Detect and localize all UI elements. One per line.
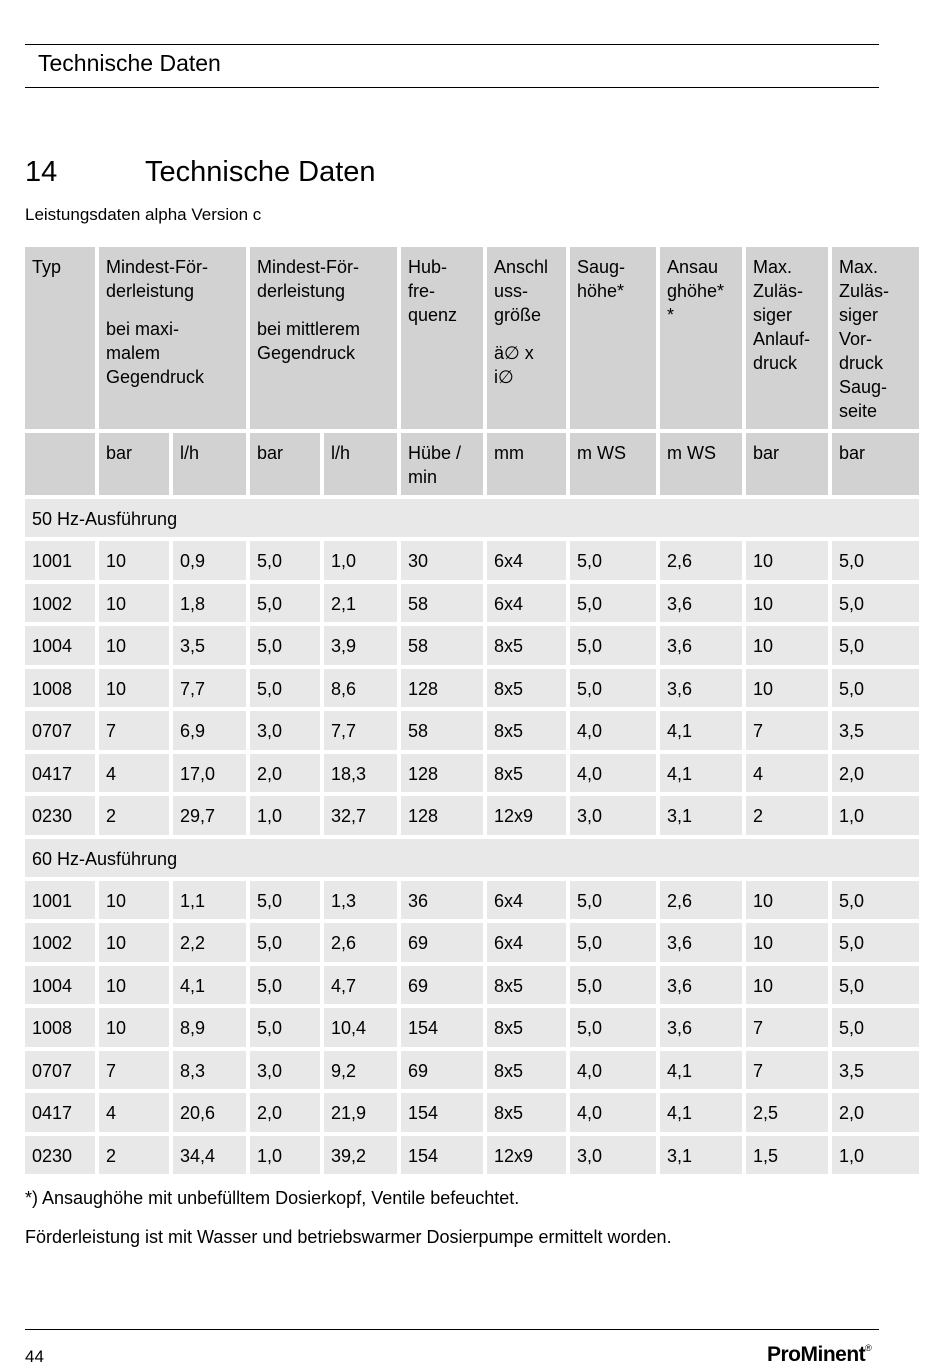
unit-cell: mm bbox=[487, 433, 566, 495]
table-row bbox=[25, 1051, 919, 1090]
table-row bbox=[25, 626, 919, 665]
table-cell: 4 bbox=[99, 754, 169, 793]
table-cell: 5,0 bbox=[250, 541, 320, 580]
table-cell: 8x5 bbox=[487, 966, 566, 1005]
table-cell: 6x4 bbox=[487, 584, 566, 623]
table-cell: 4,1 bbox=[660, 754, 742, 793]
table-cell: 2,1 bbox=[324, 584, 397, 623]
table-cell: 5,0 bbox=[570, 966, 656, 1005]
unit-cell: l/h bbox=[324, 433, 397, 495]
unit-cell bbox=[25, 433, 95, 495]
table-cell: 154 bbox=[401, 1136, 483, 1175]
table-cell: 3,0 bbox=[250, 1051, 320, 1090]
table-cell: 10 bbox=[746, 966, 828, 1005]
col-header-typ: Typ bbox=[25, 247, 95, 429]
table-cell: 4,1 bbox=[660, 1093, 742, 1132]
table-cell: 10 bbox=[746, 626, 828, 665]
table-row bbox=[25, 584, 919, 623]
table-cell: 6,9 bbox=[173, 711, 246, 750]
table-cell: 10 bbox=[99, 881, 169, 920]
table-cell: 5,0 bbox=[832, 1008, 919, 1047]
table-cell: 4,0 bbox=[570, 754, 656, 793]
table-cell: 1001 bbox=[25, 541, 95, 580]
unit-cell: l/h bbox=[173, 433, 246, 495]
table-cell: 2,0 bbox=[250, 1093, 320, 1132]
table-cell: 8x5 bbox=[487, 1051, 566, 1090]
table-cell: 5,0 bbox=[250, 966, 320, 1005]
table-cell: 5,0 bbox=[250, 881, 320, 920]
table-cell: 69 bbox=[401, 966, 483, 1005]
unit-cell: m WS bbox=[570, 433, 656, 495]
table-cell: 5,0 bbox=[832, 541, 919, 580]
unit-cell: bar bbox=[746, 433, 828, 495]
table-cell: 1008 bbox=[25, 1008, 95, 1047]
table-caption: Leistungsdaten alpha Version c bbox=[25, 205, 262, 224]
col-header-hubfrequenz: Hub-fre-quenz bbox=[401, 247, 483, 429]
table-cell: 10 bbox=[746, 669, 828, 708]
table-cell: 128 bbox=[401, 796, 483, 835]
table-cell: 7,7 bbox=[173, 669, 246, 708]
table-cell: 3,6 bbox=[660, 584, 742, 623]
table-cell: 10 bbox=[99, 966, 169, 1005]
section-50hz bbox=[25, 499, 919, 835]
table-cell: 21,9 bbox=[324, 1093, 397, 1132]
table-cell: 3,0 bbox=[570, 796, 656, 835]
table-cell: 3,5 bbox=[173, 626, 246, 665]
table-cell: 18,3 bbox=[324, 754, 397, 793]
table-cell: 2 bbox=[99, 1136, 169, 1175]
table-cell: 5,0 bbox=[832, 881, 919, 920]
table-row bbox=[25, 1008, 919, 1047]
table-cell: 4,7 bbox=[324, 966, 397, 1005]
table-cell: 10 bbox=[99, 1008, 169, 1047]
table-cell: 10 bbox=[99, 584, 169, 623]
table-cell: 1,5 bbox=[746, 1136, 828, 1175]
table-cell: 128 bbox=[401, 754, 483, 793]
table-cell: 3,6 bbox=[660, 1008, 742, 1047]
table-cell: 3,1 bbox=[660, 796, 742, 835]
table-cell: 154 bbox=[401, 1093, 483, 1132]
table-cell: 7 bbox=[746, 711, 828, 750]
table-cell: 10 bbox=[99, 923, 169, 962]
table-cell: 5,0 bbox=[570, 1008, 656, 1047]
table-cell: 5,0 bbox=[832, 923, 919, 962]
table-cell: 6x4 bbox=[487, 541, 566, 580]
table-cell: 5,0 bbox=[570, 923, 656, 962]
table-cell: 7 bbox=[99, 711, 169, 750]
table-row bbox=[25, 711, 919, 750]
table-cell: 5,0 bbox=[570, 881, 656, 920]
table-cell: 2,6 bbox=[660, 881, 742, 920]
table-cell: 8x5 bbox=[487, 1093, 566, 1132]
table-cell: 3,6 bbox=[660, 669, 742, 708]
table-cell: 10 bbox=[746, 881, 828, 920]
table-cell: 8x5 bbox=[487, 711, 566, 750]
col-header-saughoehe: Saug-höhe* bbox=[570, 247, 656, 429]
table-cell: 5,0 bbox=[250, 626, 320, 665]
table-cell: 1,3 bbox=[324, 881, 397, 920]
table-cell: 3,6 bbox=[660, 626, 742, 665]
section-header-row bbox=[25, 499, 919, 537]
table-cell: 128 bbox=[401, 669, 483, 708]
table-cell: 0417 bbox=[25, 754, 95, 793]
table-cell: 10,4 bbox=[324, 1008, 397, 1047]
table-cell: 1001 bbox=[25, 881, 95, 920]
col-header-ansaughoehe: Ansau ghöhe* * bbox=[660, 247, 742, 429]
page-number: 44 bbox=[25, 1347, 44, 1366]
table-row bbox=[25, 796, 919, 835]
table-cell: 29,7 bbox=[173, 796, 246, 835]
table-cell: 2,6 bbox=[660, 541, 742, 580]
table-cell: 10 bbox=[99, 626, 169, 665]
table-cell: 3,5 bbox=[832, 1051, 919, 1090]
table-cell: 0417 bbox=[25, 1093, 95, 1132]
footnote-foerderleistung: Förderleistung ist mit Wasser und betriebswarmer Dosierpumpe ermittelt worden. bbox=[25, 1227, 672, 1247]
table-cell: 8,9 bbox=[173, 1008, 246, 1047]
table-cell: 5,0 bbox=[832, 966, 919, 1005]
table-cell: 2 bbox=[746, 796, 828, 835]
table-cell: 1,0 bbox=[250, 796, 320, 835]
unit-cell: bar bbox=[250, 433, 320, 495]
table-header-row bbox=[25, 247, 919, 429]
table-cell: 32,7 bbox=[324, 796, 397, 835]
table-cell: 8x5 bbox=[487, 754, 566, 793]
table-cell: 10 bbox=[99, 541, 169, 580]
table-cell: 58 bbox=[401, 711, 483, 750]
table-cell: 3,1 bbox=[660, 1136, 742, 1175]
table-cell: 12x9 bbox=[487, 796, 566, 835]
table-cell: 5,0 bbox=[250, 584, 320, 623]
table-cell: 154 bbox=[401, 1008, 483, 1047]
table-cell: 4 bbox=[746, 754, 828, 793]
table-cell: 3,9 bbox=[324, 626, 397, 665]
section-label: 60 Hz-Ausführung bbox=[25, 839, 919, 877]
section-label: 50 Hz-Ausführung bbox=[25, 499, 919, 537]
table-cell: 7 bbox=[746, 1008, 828, 1047]
table-cell: 4,1 bbox=[660, 711, 742, 750]
table-cell: 2,2 bbox=[173, 923, 246, 962]
table-cell: 6x4 bbox=[487, 923, 566, 962]
col-header-anschluss: Anschl uss-größe ä∅ x i∅ bbox=[487, 247, 566, 429]
table-cell: 1,8 bbox=[173, 584, 246, 623]
table-row bbox=[25, 966, 919, 1005]
header-rule-top bbox=[25, 44, 879, 45]
table-cell: 12x9 bbox=[487, 1136, 566, 1175]
table-cell: 4,1 bbox=[660, 1051, 742, 1090]
table-cell: 5,0 bbox=[570, 541, 656, 580]
table-cell: 6x4 bbox=[487, 881, 566, 920]
chapter-title: Technische Daten bbox=[145, 156, 376, 188]
table-cell: 1,0 bbox=[324, 541, 397, 580]
table-cell: 4,0 bbox=[570, 1093, 656, 1132]
table-cell: 5,0 bbox=[832, 626, 919, 665]
table-cell: 2,5 bbox=[746, 1093, 828, 1132]
footnote-ansaughoehe: *) Ansaughöhe mit unbefülltem Dosierkopf, Ventile befeuchtet. bbox=[25, 1188, 520, 1208]
col-header-min-mid: Mindest-För-derleistung bei mittlerem Gegendruck bbox=[250, 247, 397, 429]
table-cell: 4,0 bbox=[570, 1051, 656, 1090]
table-cell: 10 bbox=[746, 541, 828, 580]
table-cell: 5,0 bbox=[250, 1008, 320, 1047]
table-cell: 2 bbox=[99, 796, 169, 835]
table-cell: 0707 bbox=[25, 711, 95, 750]
table-cell: 34,4 bbox=[173, 1136, 246, 1175]
table-cell: 8x5 bbox=[487, 1008, 566, 1047]
table-cell: 1008 bbox=[25, 669, 95, 708]
table-cell: 0230 bbox=[25, 1136, 95, 1175]
table-row bbox=[25, 923, 919, 962]
table-cell: 4,0 bbox=[570, 711, 656, 750]
table-cell: 69 bbox=[401, 1051, 483, 1090]
table-cell: 5,0 bbox=[832, 669, 919, 708]
table-cell: 5,0 bbox=[570, 669, 656, 708]
table-cell: 17,0 bbox=[173, 754, 246, 793]
section-header-row bbox=[25, 839, 919, 877]
table-cell: 5,0 bbox=[832, 584, 919, 623]
table-cell: 1002 bbox=[25, 923, 95, 962]
table-cell: 1004 bbox=[25, 626, 95, 665]
table-cell: 5,0 bbox=[570, 626, 656, 665]
table-cell: 2,0 bbox=[832, 754, 919, 793]
table-row bbox=[25, 1136, 919, 1175]
footer-rule bbox=[25, 1329, 879, 1330]
table-cell: 1,0 bbox=[832, 796, 919, 835]
table-cell: 2,0 bbox=[832, 1093, 919, 1132]
table-cell: 10 bbox=[746, 584, 828, 623]
table-cell: 8x5 bbox=[487, 669, 566, 708]
table-cell: 10 bbox=[746, 923, 828, 962]
section-60hz bbox=[25, 839, 919, 1175]
col-header-min-max: Mindest-För-derleistung bei maxi-malem Gegendruck bbox=[99, 247, 246, 429]
table-cell: 39,2 bbox=[324, 1136, 397, 1175]
table-cell: 3,5 bbox=[832, 711, 919, 750]
table-cell: 0707 bbox=[25, 1051, 95, 1090]
table-cell: 58 bbox=[401, 584, 483, 623]
table-cell: 3,0 bbox=[570, 1136, 656, 1175]
table-cell: 0,9 bbox=[173, 541, 246, 580]
table-cell: 69 bbox=[401, 923, 483, 962]
table-row bbox=[25, 1093, 919, 1132]
prominent-logo: ProMinent® bbox=[767, 1343, 872, 1366]
chapter-heading bbox=[25, 156, 376, 189]
header-rule-bottom bbox=[25, 87, 879, 88]
table-cell: 2,0 bbox=[250, 754, 320, 793]
table-row bbox=[25, 754, 919, 793]
table-row bbox=[25, 881, 919, 920]
table-cell: 7 bbox=[99, 1051, 169, 1090]
unit-cell: bar bbox=[99, 433, 169, 495]
unit-cell: Hübe / min bbox=[401, 433, 483, 495]
table-cell: 5,0 bbox=[250, 923, 320, 962]
unit-cell: bar bbox=[832, 433, 919, 495]
table-units-row bbox=[25, 433, 919, 495]
running-header-title: Technische Daten bbox=[38, 50, 221, 76]
table-cell: 10 bbox=[99, 669, 169, 708]
table-cell: 1,0 bbox=[832, 1136, 919, 1175]
table-cell: 8,3 bbox=[173, 1051, 246, 1090]
table-cell: 3,6 bbox=[660, 966, 742, 1005]
table-cell: 7 bbox=[746, 1051, 828, 1090]
table-cell: 1,1 bbox=[173, 881, 246, 920]
performance-table bbox=[21, 243, 923, 1178]
table-cell: 36 bbox=[401, 881, 483, 920]
table-cell: 0230 bbox=[25, 796, 95, 835]
table-cell: 1004 bbox=[25, 966, 95, 1005]
table-cell: 7,7 bbox=[324, 711, 397, 750]
table-cell: 8x5 bbox=[487, 626, 566, 665]
table-cell: 9,2 bbox=[324, 1051, 397, 1090]
table-cell: 4 bbox=[99, 1093, 169, 1132]
table-cell: 5,0 bbox=[250, 669, 320, 708]
table-cell: 3,0 bbox=[250, 711, 320, 750]
unit-cell: m WS bbox=[660, 433, 742, 495]
table-cell: 5,0 bbox=[570, 584, 656, 623]
table-cell: 2,6 bbox=[324, 923, 397, 962]
table-cell: 8,6 bbox=[324, 669, 397, 708]
table-cell: 1002 bbox=[25, 584, 95, 623]
table-cell: 58 bbox=[401, 626, 483, 665]
table-row bbox=[25, 669, 919, 708]
col-header-anlaufdruck: Max. Zuläs-siger Anlauf-druck bbox=[746, 247, 828, 429]
chapter-number: 14 bbox=[25, 156, 58, 188]
table-cell: 4,1 bbox=[173, 966, 246, 1005]
table-cell: 20,6 bbox=[173, 1093, 246, 1132]
table-cell: 30 bbox=[401, 541, 483, 580]
table-row bbox=[25, 541, 919, 580]
table-cell: 3,6 bbox=[660, 923, 742, 962]
table-cell: 1,0 bbox=[250, 1136, 320, 1175]
col-header-vordruck: Max. Zuläs-siger Vor-druck Saug-seite bbox=[832, 247, 919, 429]
